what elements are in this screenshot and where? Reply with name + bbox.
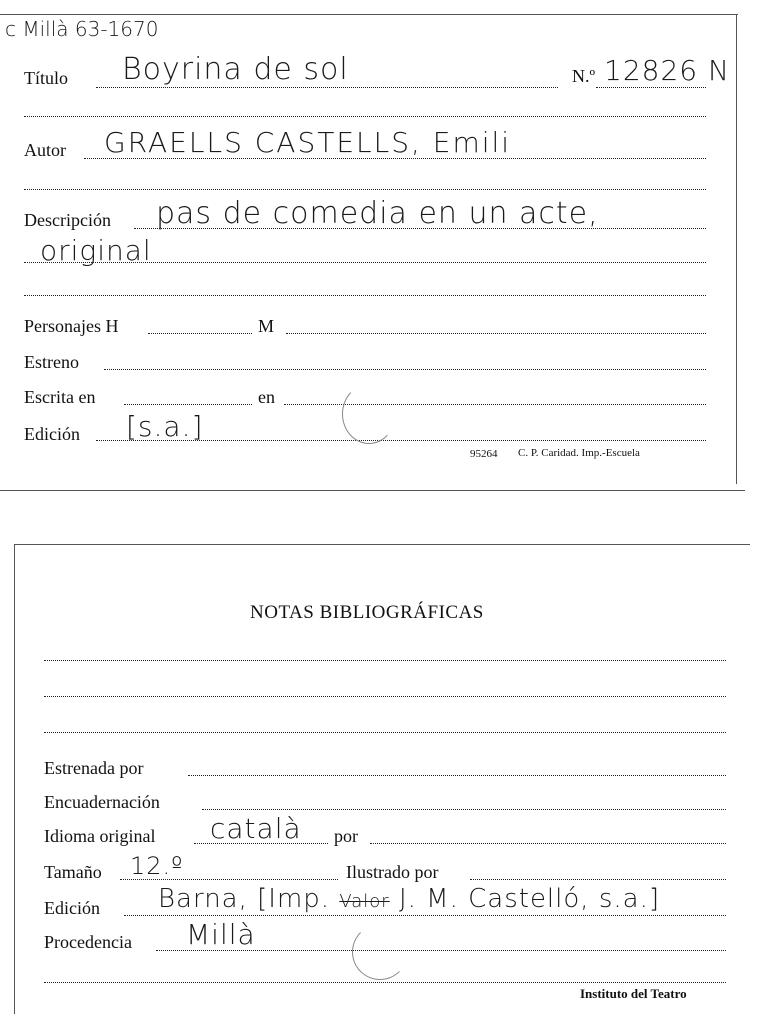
notas-heading: NOTAS BIBLIOGRÁFICAS (250, 602, 484, 623)
notas-line-1 (44, 660, 726, 661)
estrenada-label: Estrenada por (44, 758, 144, 778)
titulo-label: Título (24, 68, 68, 88)
ilustrado-label: Ilustrado por (346, 862, 439, 882)
escrita-label: Escrita en (24, 387, 96, 407)
idioma-por-line (370, 843, 726, 844)
notas-line-3 (44, 732, 726, 733)
descripcion-label: Descripción (24, 210, 111, 230)
card2-edicion-value-a: Barna, [Imp. (158, 884, 331, 914)
printer-name: C. P. Caridad. Imp.-Escuela (518, 447, 640, 459)
encuadernacion-label: Encuadernación (44, 792, 160, 812)
estreno-label: Estreno (24, 352, 79, 372)
card1-hole-mark (342, 384, 396, 444)
tamano-label: Tamaño (44, 862, 102, 882)
card1-corner-note: c Millà 63-1670 (5, 17, 159, 41)
card1-border-right (736, 14, 737, 484)
personajes-label: Personajes H (24, 316, 119, 336)
numero-label: N.º (572, 66, 596, 86)
card2-edicion-value-struck: Valor (339, 891, 390, 912)
card2-edicion-label: Edición (44, 898, 100, 918)
autor-extra-line (24, 189, 706, 190)
card1-edicion-label: Edición (24, 424, 80, 444)
titulo-line (96, 87, 558, 88)
escrita-line-1 (124, 404, 252, 405)
tamano-value: 12.º (130, 852, 184, 880)
idioma-label: Idioma original (44, 826, 156, 846)
autor-value: GRAELLS CASTELLS, Emili (104, 126, 512, 159)
card2-border-top (14, 544, 750, 545)
escrita-en-label: en (258, 387, 275, 407)
card1-edicion-value: [s.a.] (126, 410, 204, 443)
titulo-value: Boyrina de sol (122, 52, 349, 87)
ilustrado-line (470, 879, 726, 880)
card2-border-left (14, 544, 15, 1014)
descripcion-line-3 (24, 295, 706, 296)
card2-footer: Instituto del Teatro (580, 986, 687, 1001)
card2-hole-mark (352, 924, 408, 980)
idioma-por-label: por (334, 826, 358, 846)
notas-line-2 (44, 696, 726, 697)
personajes-m-label: M (258, 316, 275, 336)
descripcion-value-1: pas de comedia en un acte, (156, 196, 599, 231)
card1-border-bottom (0, 490, 745, 491)
personajes-m-line (286, 333, 706, 334)
procedencia-value: Millà (186, 918, 256, 951)
printer-code: 95264 (470, 448, 498, 460)
personajes-h-line (148, 333, 252, 334)
card2-bottom-line (44, 982, 726, 983)
autor-label: Autor (24, 140, 66, 160)
descripcion-value-2: original (40, 234, 152, 267)
numero-value: 12826 N (604, 54, 730, 87)
card1-border-top (0, 14, 738, 15)
estrenada-line (188, 775, 726, 776)
procedencia-label: Procedencia (44, 932, 132, 952)
card2-edicion-line (124, 915, 726, 916)
encuadernacion-line (202, 809, 726, 810)
titulo-extra-line (24, 116, 706, 117)
estreno-line (104, 369, 706, 370)
numero-line (596, 87, 706, 88)
idioma-value: català (210, 812, 302, 845)
card2-edicion-value (158, 884, 660, 914)
card2-edicion-value-b: J. M. Castelló, s.a.] (398, 884, 660, 914)
